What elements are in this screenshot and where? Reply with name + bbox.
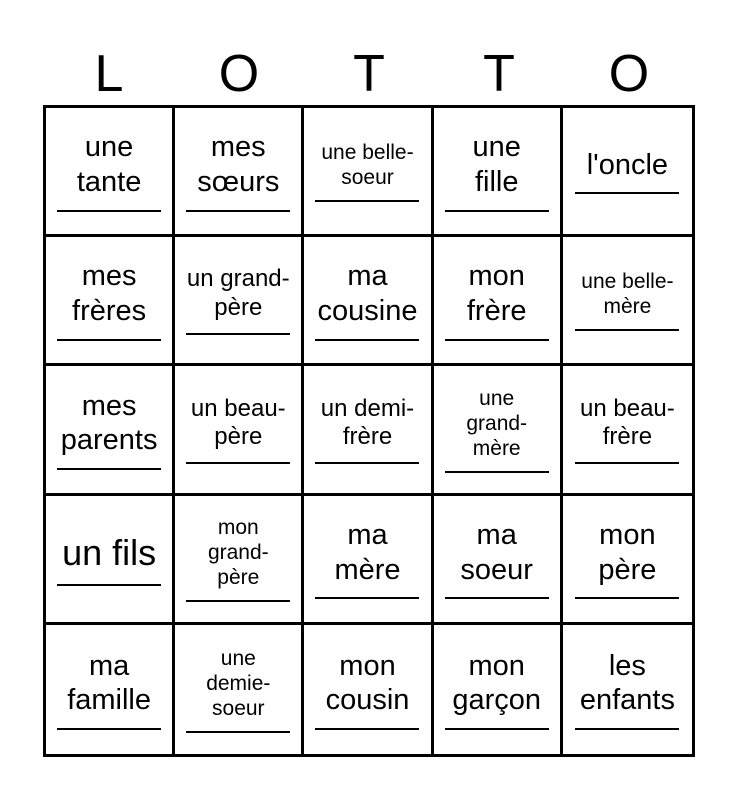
header-letter: T: [483, 45, 515, 103]
cell-word: une belle-: [321, 140, 414, 164]
cell-word: garçon: [452, 684, 542, 717]
cell-word: soeur: [212, 696, 265, 720]
cell-word: tante: [76, 166, 142, 199]
lotto-cell[interactable]: [563, 625, 692, 754]
answer-blank-line: [575, 728, 679, 730]
lotto-cell[interactable]: [304, 108, 433, 237]
cell-word: mon: [339, 649, 396, 682]
cell-word: enfants: [579, 684, 675, 717]
cell-word: un beau-: [580, 394, 675, 422]
cell-word: frère: [342, 423, 393, 451]
lotto-cell[interactable]: [46, 496, 175, 625]
cell-word: frères: [72, 295, 147, 328]
cell-word: mère: [334, 553, 401, 586]
cell-word: frère: [602, 423, 653, 451]
answer-blank-line: [186, 333, 290, 335]
cell-word: ma: [347, 260, 388, 293]
answer-blank-line: [575, 192, 679, 194]
lotto-header: [44, 44, 694, 104]
cell-word: mes: [210, 131, 266, 164]
lotto-cell[interactable]: [46, 625, 175, 754]
cell-word: sœurs: [197, 166, 280, 199]
lotto-cell[interactable]: [175, 237, 304, 366]
lotto-cell[interactable]: [563, 496, 692, 625]
lotto-cell[interactable]: [175, 496, 304, 625]
answer-blank-line: [315, 728, 419, 730]
cell-word: cousine: [317, 295, 418, 328]
lotto-cell[interactable]: [175, 108, 304, 237]
answer-blank-line: [315, 339, 419, 341]
lotto-cell[interactable]: [175, 366, 304, 495]
cell-word: mère: [603, 295, 652, 319]
lotto-cell[interactable]: [46, 366, 175, 495]
cell-word: un demi-: [320, 394, 415, 422]
lotto-cell[interactable]: [304, 237, 433, 366]
answer-blank-line: [575, 462, 679, 464]
cell-word: grand-: [466, 411, 528, 435]
cell-word: frère: [466, 295, 527, 328]
cell-word: soeur: [341, 166, 394, 190]
answer-blank-line: [575, 597, 679, 599]
lotto-cell[interactable]: [434, 237, 563, 366]
answer-blank-line: [445, 728, 549, 730]
cell-word: un fils: [62, 532, 157, 574]
cell-word: une: [84, 131, 134, 164]
answer-blank-line: [445, 210, 549, 212]
answer-blank-line: [186, 462, 290, 464]
answer-blank-line: [57, 468, 161, 470]
answer-blank-line: [315, 597, 419, 599]
answer-blank-line: [57, 339, 161, 341]
answer-blank-line: [445, 339, 549, 341]
cell-word: mes: [81, 389, 137, 422]
cell-word: mes: [81, 260, 137, 293]
cell-word: mon: [217, 515, 259, 539]
answer-blank-line: [186, 210, 290, 212]
answer-blank-line: [315, 462, 419, 464]
lotto-cell[interactable]: [563, 237, 692, 366]
cell-word: père: [214, 294, 263, 322]
cell-word: ma: [88, 649, 130, 682]
lotto-cell[interactable]: [434, 108, 563, 237]
cell-word: demie-: [206, 671, 271, 695]
cell-word: ma: [476, 518, 517, 551]
cell-word: l'oncle: [586, 148, 669, 181]
lotto-cell[interactable]: [304, 496, 433, 625]
answer-blank-line: [57, 728, 161, 730]
lotto-cell[interactable]: [563, 366, 692, 495]
lotto-cell[interactable]: [175, 625, 304, 754]
answer-blank-line: [57, 210, 161, 212]
lotto-cell[interactable]: [434, 366, 563, 495]
cell-word: famille: [67, 684, 151, 717]
lotto-cell[interactable]: [563, 108, 692, 237]
lotto-cell[interactable]: [434, 625, 563, 754]
cell-word: père: [217, 566, 260, 590]
lotto-cell[interactable]: [46, 237, 175, 366]
cell-word: père: [214, 423, 263, 451]
header-letter: O: [608, 45, 650, 103]
cell-word: mon: [599, 518, 656, 551]
answer-blank-line: [186, 731, 290, 733]
lotto-cell[interactable]: [46, 108, 175, 237]
cell-word: mère: [472, 437, 521, 461]
cell-word: cousin: [325, 684, 410, 717]
answer-blank-line: [445, 597, 549, 599]
answer-blank-line: [315, 200, 419, 202]
answer-blank-line: [575, 329, 679, 331]
cell-word: fille: [474, 166, 519, 199]
answer-blank-line: [57, 584, 161, 586]
cell-word: mon: [468, 649, 525, 682]
header-letter: O: [218, 45, 260, 103]
cell-word: un beau-: [190, 394, 286, 422]
cell-word: les: [608, 649, 646, 682]
lotto-cell[interactable]: [304, 625, 433, 754]
answer-blank-line: [445, 471, 549, 473]
header-letter: T: [353, 45, 385, 103]
lotto-cell[interactable]: [304, 366, 433, 495]
lotto-board: [43, 105, 695, 757]
cell-word: grand-: [207, 541, 269, 565]
cell-word: une: [220, 646, 256, 670]
cell-word: une: [479, 386, 515, 410]
lotto-cell[interactable]: [434, 496, 563, 625]
cell-word: parents: [60, 424, 158, 457]
cell-word: père: [598, 553, 657, 586]
cell-word: une: [472, 131, 521, 164]
cell-word: mon: [468, 260, 525, 293]
cell-word: un grand-: [186, 265, 290, 293]
cell-word: soeur: [460, 553, 533, 586]
cell-word: une belle-: [581, 270, 674, 294]
header-letter: L: [94, 45, 124, 103]
answer-blank-line: [186, 600, 290, 602]
cell-word: ma: [347, 518, 388, 551]
